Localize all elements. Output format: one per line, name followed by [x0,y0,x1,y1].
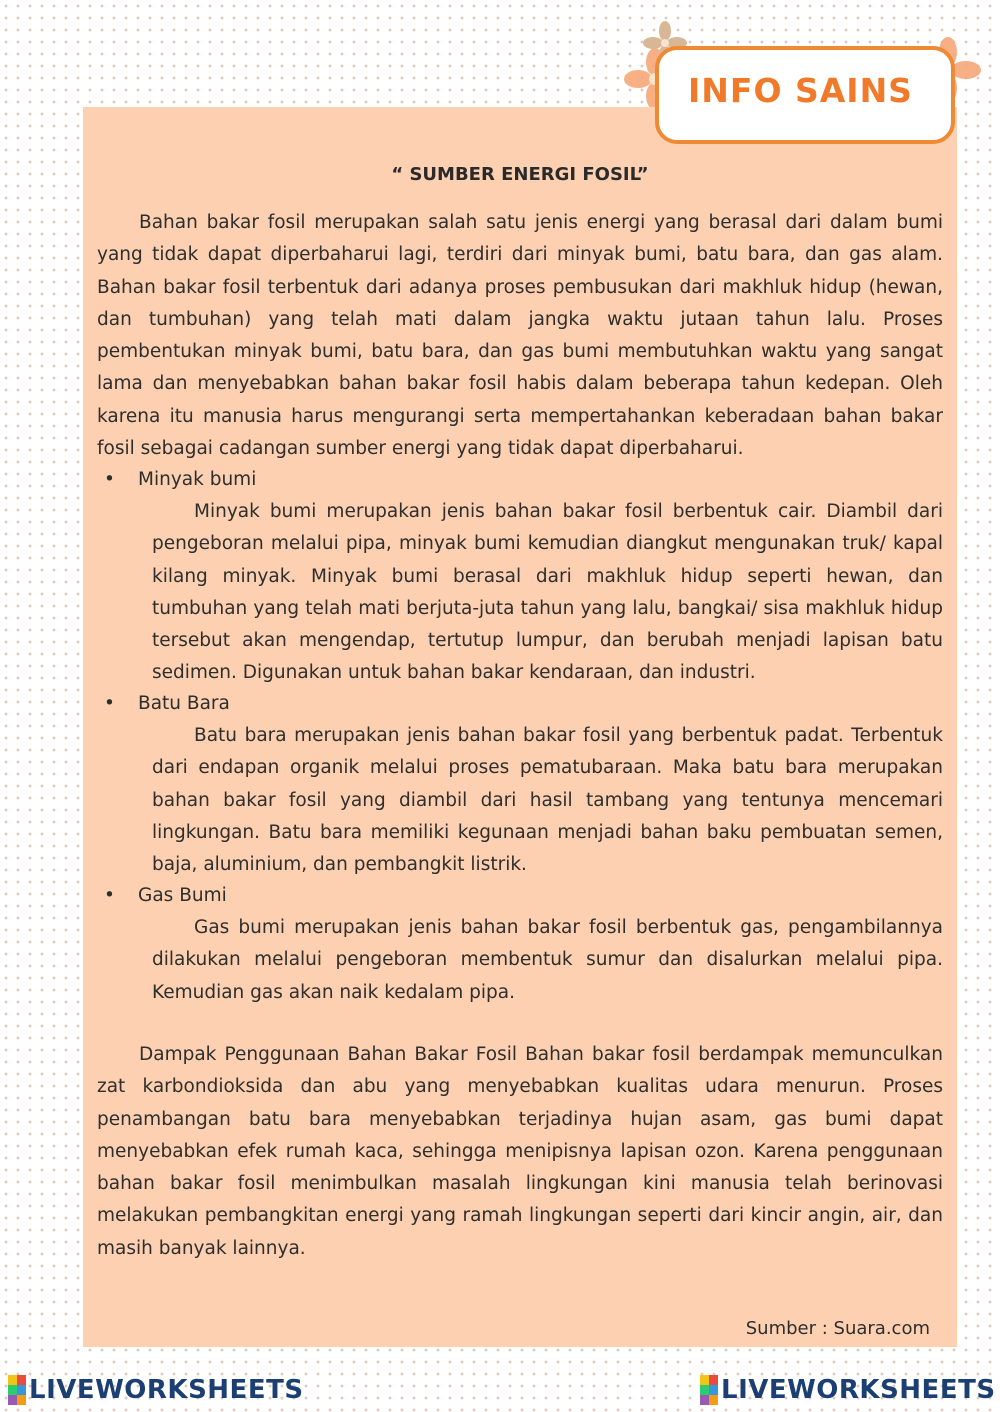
liveworksheets-logo-right [700,1372,996,1408]
item-text-minyak-bumi: Minyak bumi merupakan jenis bahan bakar fosil berbentuk cair. Diambil dari pengeboran melalui pipa, minyak bumi kemudian diangkut mengunakan truk/ kapal kilang minyak. Minyak bumi berasal dari makhluk hidup seperti hewan, dan tumbuhan yang telah mati berjuta-juta tahun yang lalu, bangkai/ sisa makhluk hidup tersebut akan mengendap, tertutup lumpur, dan berubah menjadi lapisan batu sedimen. Digunakan untuk bahan bakar kendaraan, dan industri. [152,501,943,684]
item-label-minyak-bumi: Minyak bumi [138,469,257,490]
bullet-marker: • [104,693,115,714]
item-text-batu-bara: Batu bara merupakan jenis bahan bakar fosil yang berbentuk padat. Terbentuk dari endapan organik melalui proses pematubaraan. Maka batu bara merupakan bahan bakar fosil yang diambil dari hasil tambang yang tentunya mencemari lingkungan. Batu bara memiliki kegunaan menjadi bahan baku pembuatan semen, baja, aluminium, dan pembangkit listrik. [152,725,943,876]
article-title: “ SUMBER ENERGI FOSIL” [391,164,649,185]
item-label-batu-bara: Batu Bara [138,693,230,714]
item-label-gas-bumi: Gas Bumi [138,885,227,906]
logo-text-right: LIVEWORKSHEETS [721,1375,996,1405]
source-citation: Sumber : Suara.com [745,1318,930,1339]
impact-paragraph: Dampak Penggunaan Bahan Bakar Fosil Bahan bakar fosil berdampak memunculkan zat karbondioksida dan abu yang menyebabkan kualitas udara menurun. Proses penambangan batu bara menyebabkan terjadinya hujan asam, gas bumi dapat menyebabkan efek rumah kaca, sehingga menipisnya lapisan ozon. Karena penggunaan bahan bakar fosil menimbulkan masalah lingkungan kini manusia telah berinovasi melakukan pembangkitan energi yang ramah lingkungan seperti dari kincir angin, air, dan masih banyak lainnya. [97,1044,943,1259]
intro-paragraph: Bahan bakar fosil merupakan salah satu jenis energi yang berasal dari dalam bumi yang tidak dapat diperbaharui lagi, terdiri dari minyak bumi, batu bara, dan gas alam. Bahan bakar fosil terbentuk dari adanya proses pembusukan dari makhluk hidup (hewan, dan tumbuhan) yang telah mati dalam jangka waktu jutaan tahun lalu. Proses pembentukan minyak bumi, batu bara, dan gas bumi membutuhkan waktu yang sangat lama dan menyebabkan bahan bakar fosil habis dalam beberapa tahun kedepan. Oleh karena itu manusia harus mengurangi serta mempertahankan keberadaan bahan bakar fosil sebagai cadangan sumber energi yang tidak dapat diperbaharui. [97,212,943,460]
bullet-marker: • [104,469,115,490]
bullet-marker: • [104,885,115,906]
liveworksheets-mark-icon [8,1375,26,1405]
liveworksheets-mark-icon [700,1375,718,1405]
item-text-gas-bumi: Gas bumi merupakan jenis bahan bakar fosil berbentuk gas, pengambilannya dilakukan melalui pengeboran membentuk sumur dan disalurkan melalui pipa. Kemudian gas akan naik kedalam pipa. [152,917,943,1003]
logo-text-left: LIVEWORKSHEETS [29,1375,304,1405]
banner-title: INFO SAINS [688,71,913,110]
liveworksheets-logo-left [8,1372,304,1408]
